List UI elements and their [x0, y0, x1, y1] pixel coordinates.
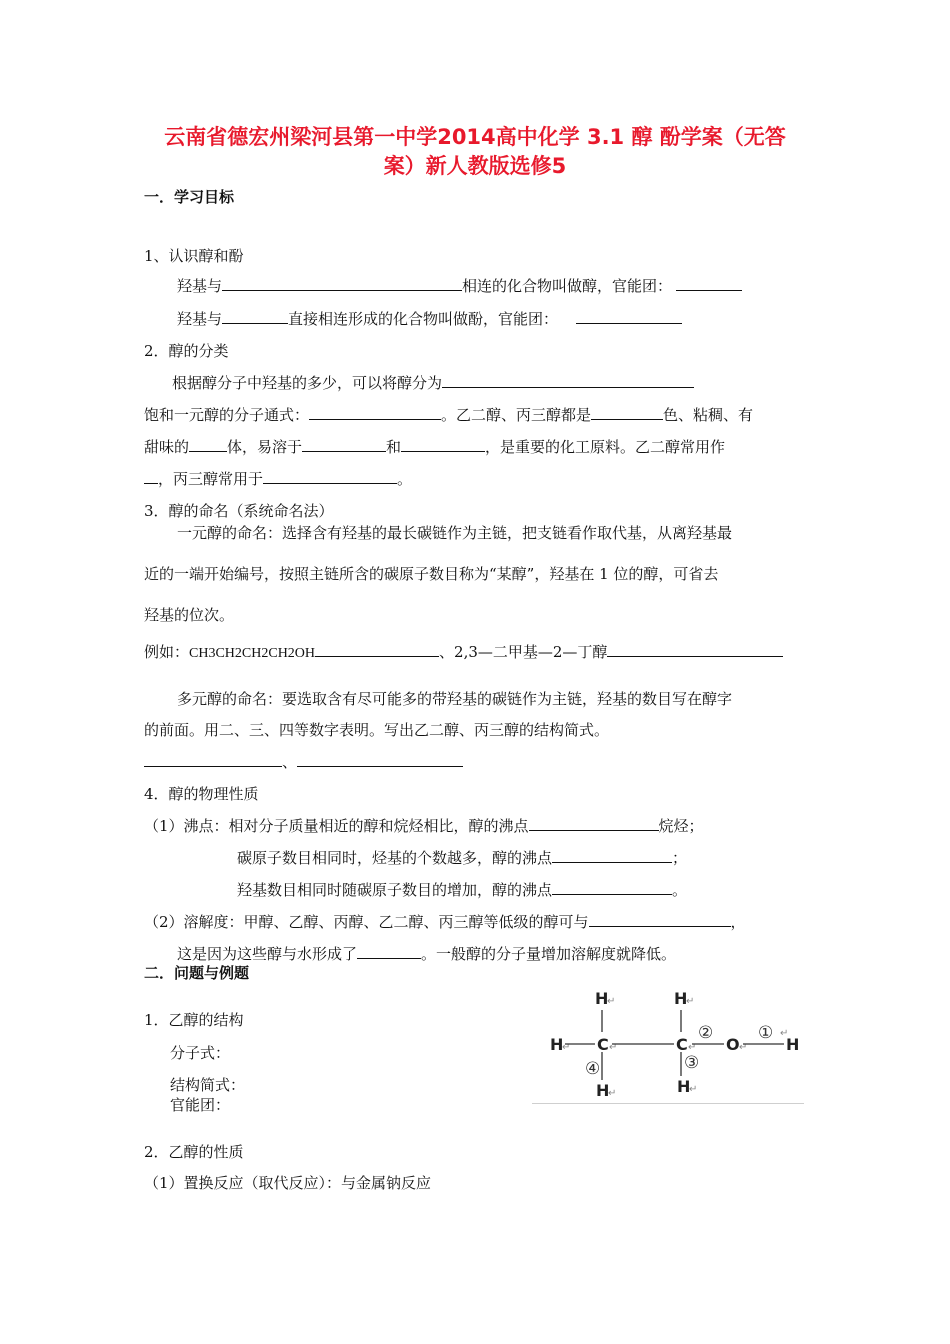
- return-mark: ↵: [686, 996, 695, 1007]
- return-mark: ↵: [780, 1028, 789, 1039]
- return-mark: ↵: [607, 996, 616, 1007]
- sol1-text-b: ，: [730, 913, 746, 931]
- boiling-point-line3: [237, 879, 687, 900]
- bond-label-2: ②: [698, 1023, 714, 1043]
- bp3-blank[interactable]: [552, 879, 672, 895]
- use-blank-2[interactable]: [263, 468, 397, 484]
- use-blank-1[interactable]: [144, 468, 158, 484]
- example-blank-2[interactable]: [607, 641, 783, 657]
- solvent-blank-2[interactable]: [401, 436, 485, 452]
- sol1-blank[interactable]: [589, 911, 731, 927]
- glycerol-blank[interactable]: [297, 751, 463, 767]
- atom-o: O: [726, 1035, 740, 1054]
- sweet-text-d: ，是重要的化工原料。乙二醇常用作: [485, 438, 726, 456]
- bond-label-1: ①: [758, 1023, 774, 1043]
- formula-text-b: 。乙二醇、丙三醇都是: [441, 406, 592, 424]
- alcohol-blank-1[interactable]: [222, 275, 462, 291]
- bp1-blank[interactable]: [529, 815, 659, 831]
- ethylene-glycol-blank[interactable]: [144, 751, 282, 767]
- hydrogen-bond-blank[interactable]: [357, 943, 421, 959]
- document-title-line1: 云南省德宏州梁河县第一中学2014高中化学 3.1 醇 酚学案（无答: [164, 125, 786, 149]
- substitution-reaction-line: （1）置换反应（取代反应）：与金属钠反应: [144, 1174, 432, 1192]
- item-ethanol-properties: 2．乙醇的性质: [144, 1143, 244, 1161]
- use-text-b: 。: [397, 470, 413, 488]
- document-title-line2: 案）新人教版选修5: [383, 154, 567, 178]
- phenol-definition: [177, 308, 682, 329]
- boiling-point-line2: [237, 847, 687, 868]
- example-formula: CH3CH2CH2CH2OH: [189, 646, 316, 661]
- diagram-bottom-rule: [532, 1103, 804, 1104]
- structural-formula-label: 结构简式：: [170, 1076, 246, 1094]
- sweet-text-a: 甜味的: [144, 438, 190, 456]
- phenol-blank-1[interactable]: [222, 308, 288, 324]
- classification-text: 根据醇分子中羟基的多少，可以将醇分为: [172, 374, 443, 392]
- bp2-text-a: 碳原子数目相同时，烃基的个数越多，醇的沸点: [237, 849, 553, 867]
- item-physical-properties: 4．醇的物理性质: [144, 785, 259, 803]
- bp1-text-a: （1）沸点：相对分子质量相近的醇和烷烃相比，醇的沸点: [144, 817, 529, 835]
- solubility-line1: [144, 911, 746, 932]
- solubility-line2: [177, 943, 676, 964]
- item-classification: 2．醇的分类: [144, 342, 229, 360]
- phenol-blank-2[interactable]: [576, 308, 682, 324]
- bp3-text-a: 羟基数目相同时随碳原子数目的增加，醇的沸点: [237, 881, 553, 899]
- naming-paragraph-line1: 一元醇的命名：选择含有羟基的最长碳链作为主链，把支链看作取代基，从离羟基最: [177, 524, 733, 542]
- uses-line: [144, 468, 412, 489]
- item-naming: 3．醇的命名（系统命名法）: [144, 502, 334, 520]
- ethanol-structure-diagram: [532, 984, 804, 1104]
- return-mark: ↵: [689, 1084, 698, 1095]
- example-label: 例如：: [144, 643, 190, 661]
- use-text-a: ，丙三醇常用于: [158, 470, 264, 488]
- phenol-def-text-a: 羟基与: [177, 310, 223, 328]
- solvent-blank-1[interactable]: [302, 436, 386, 452]
- alcohol-def-text-b: 相连的化合物叫做醇，官能团：: [462, 277, 673, 295]
- bond-label-4: ④: [585, 1059, 601, 1079]
- atom-h-top-left: H: [595, 989, 609, 1008]
- classification-line: [172, 372, 694, 393]
- polyol-answer-line: [144, 751, 463, 772]
- item-recognize: 1、认识醇和酚: [144, 247, 244, 265]
- phenol-def-text-b: 直接相连形成的化合物叫做酚，官能团：: [288, 310, 559, 328]
- section-heading-questions: 二．问题与例题: [144, 964, 250, 982]
- formula-text-c: 色、粘稠、有: [663, 406, 754, 424]
- atom-c2: C: [676, 1035, 688, 1054]
- bond-label-3: ③: [684, 1053, 700, 1073]
- return-mark: ↵: [609, 1042, 618, 1053]
- naming-paragraph-line2: 近的一端开始编号，按照主链所含的碳原子数目称为“某醇”，羟基在 1 位的醇，可省去: [144, 565, 719, 583]
- atom-h-top-right: H: [674, 989, 688, 1008]
- polyol-paragraph-line1: 多元醇的命名：要选取含有尽可能多的带羟基的碳链作为主链，羟基的数目写在醇字: [177, 690, 733, 708]
- molecular-formula-label: 分子式：: [170, 1044, 231, 1062]
- return-mark: ↵: [562, 1042, 571, 1053]
- sweet-text-c: 和: [386, 438, 402, 456]
- return-mark: ↵: [739, 1042, 748, 1053]
- polyol-paragraph-line2: 的前面。用二、三、四等数字表明。写出乙二醇、丙三醇的结构简式。: [144, 721, 610, 739]
- sol2-text-b: 。一般醇的分子量增加溶解度就降低。: [421, 945, 677, 963]
- sweet-text-b: 体，易溶于: [227, 438, 303, 456]
- bp2-text-b: ；: [672, 849, 688, 867]
- atom-h-left: H: [550, 1035, 564, 1054]
- general-formula-line: [144, 404, 753, 425]
- naming-example-line: [144, 641, 783, 662]
- state-blank[interactable]: [189, 436, 227, 452]
- functional-group-label: 官能团：: [170, 1096, 231, 1114]
- sol1-text-a: （2）溶解度：甲醇、乙醇、丙醇、乙二醇、丙三醇等低级的醇可与: [144, 913, 589, 931]
- atom-h-bottom-left: H: [596, 1081, 610, 1100]
- bp2-blank[interactable]: [552, 847, 672, 863]
- atom-c1: C: [597, 1035, 609, 1054]
- color-blank[interactable]: [591, 404, 663, 420]
- polyol-separator: 、: [282, 753, 298, 771]
- formula-blank[interactable]: [309, 404, 441, 420]
- classification-blank[interactable]: [442, 372, 694, 388]
- example-blank-1[interactable]: [315, 641, 439, 657]
- return-mark: ↵: [688, 1042, 697, 1053]
- formula-text-a: 饱和一元醇的分子通式：: [144, 406, 310, 424]
- alcohol-def-text-a: 羟基与: [177, 277, 223, 295]
- bp1-text-b: 烷烃；: [658, 817, 704, 835]
- example-text-b: 、2,3—二甲基—2—丁醇: [439, 643, 608, 661]
- section-heading-objectives: 一．学习目标: [144, 188, 235, 206]
- bp3-text-b: 。: [672, 881, 688, 899]
- alcohol-definition: [177, 275, 742, 296]
- atom-h-bottom-right: H: [677, 1077, 691, 1096]
- boiling-point-line1: [144, 815, 704, 836]
- sol2-text-a: 这是因为这些醇与水形成了: [177, 945, 358, 963]
- atom-h-hydroxyl: H: [786, 1035, 800, 1054]
- properties-line: [144, 436, 725, 457]
- item-ethanol-structure: 1．乙醇的结构: [144, 1011, 244, 1029]
- alcohol-blank-2[interactable]: [676, 275, 742, 291]
- naming-paragraph-line3: 羟基的位次。: [144, 606, 235, 624]
- return-mark: ↵: [608, 1088, 617, 1099]
